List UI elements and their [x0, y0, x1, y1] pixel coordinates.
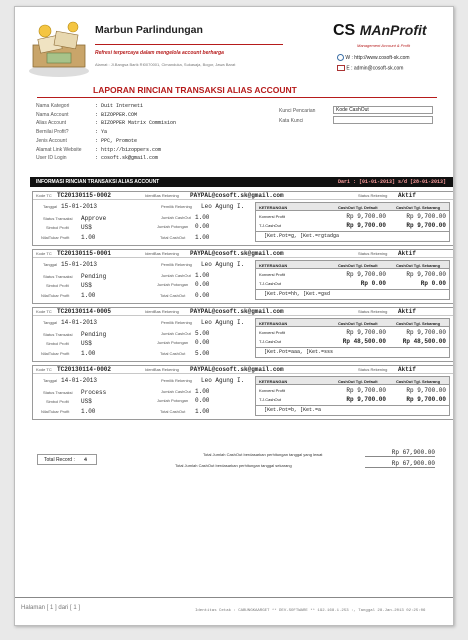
th-keterangan: KETERANGAN: [259, 263, 288, 268]
tanggal-value: 15-01-2013: [61, 261, 98, 268]
title-divider: [37, 97, 437, 98]
tjc-default: Rp 9,700.00: [346, 396, 386, 403]
row-tjc-label: T.J.CashOut: [259, 339, 282, 344]
search-panel: [279, 106, 435, 128]
total-cashout-label: Total CashOut: [160, 351, 186, 356]
jumlah-potongan-label: Jumlah Potongan: [157, 398, 189, 403]
nilai-tukar-label: NilaiTukar Profit: [41, 235, 70, 240]
status-transaksi-label: Status Transaksi: [43, 216, 73, 221]
company-tagline: Refresi terpercaya dalam mengelola account berharga: [95, 50, 224, 56]
jumlah-cashout-label: Jumlah CashOut: [161, 331, 191, 336]
total-now-label: Total Jumlah CashOut berdasarkan perhitungan tanggal sekarang: [175, 463, 292, 468]
total-record-label: Total Record :: [44, 457, 75, 463]
row-tjc-label: T.J.CashOut: [259, 223, 282, 228]
banner-title: INFORMASI RINCIAN TRANSAKSI ALIAS ACCOUNT: [36, 179, 160, 185]
footer-print-info: Identitas Cetak : CABUNGKAARGET ** DEV-SOFTWARE ** 192.168.1.253 :, Tanggal 28-Jan-2013 02:25:06: [195, 609, 426, 613]
company-logo-illustration: [25, 17, 93, 79]
total-cashout-value: 0.00: [195, 292, 210, 299]
info-value: : Duit Interneti: [95, 103, 144, 109]
konversi-sekarang: Rp 9,700.00: [406, 213, 446, 220]
status-rek-value: Aktif: [398, 366, 417, 373]
brand-subtitle: Management Account & Profit: [357, 43, 410, 48]
tanggal-label: Tanggal: [43, 262, 58, 267]
jumlah-potongan-label: Jumlah Potongan: [157, 340, 189, 345]
info-label: Alamat Link Website: [36, 146, 82, 153]
search-key-label: Kunci Pencarian: [279, 108, 316, 114]
simbol-profit-value: US$: [81, 282, 92, 289]
tjc-default: Rp 0.00: [360, 280, 386, 287]
mail-icon: [337, 65, 345, 71]
simbol-profit-label: Simbol Profit: [46, 283, 69, 288]
tjc-sekarang: Rp 0.00: [420, 280, 446, 287]
identitas-value: PAYPAL@cosoft.sk@gmail.com: [190, 192, 284, 199]
th-keterangan: KETERANGAN: [259, 321, 288, 326]
jumlah-potongan-value: 0.00: [195, 397, 210, 404]
info-label: Jenis Account: [36, 137, 67, 144]
brand-email-row: E : admin@cosoft-sk.com: [337, 65, 403, 71]
brand-web-link[interactable]: http://www.cosoft-sk.com: [354, 54, 410, 61]
th-keterangan: KETERANGAN: [259, 379, 288, 384]
status-transaksi-value: Pending: [81, 331, 107, 338]
jumlah-cashout-label: Jumlah CashOut: [161, 273, 191, 278]
pemilik-value: Leo Agung I.: [201, 203, 245, 210]
jumlah-potongan-value: 0.00: [195, 339, 210, 346]
cashout-summary-table: [255, 202, 450, 242]
th-sekarang: CashOut Tgl. Sekarang: [396, 321, 441, 326]
total-past-value: Rp 67,900.00: [365, 449, 435, 457]
tjc-sekarang: Rp 48,500.00: [402, 338, 446, 345]
total-cashout-value: 5.00: [195, 350, 210, 357]
section-banner: [30, 177, 454, 187]
th-sekarang: CashOut Tgl. Sekarang: [396, 263, 441, 268]
brand-email-link[interactable]: admin@cosoft-sk.com: [353, 65, 404, 72]
footer-divider: [15, 597, 453, 598]
cashout-summary-table: [255, 260, 450, 300]
info-value: : cosoft.sk@gmail.com: [95, 155, 159, 162]
total-record-box: [37, 454, 97, 465]
jumlah-potongan-value: 0.00: [195, 281, 210, 288]
tjc-sekarang: Rp 9,700.00: [406, 222, 446, 229]
transaction-card: [32, 307, 454, 362]
pemilik-label: Pemilik Rekening: [161, 378, 192, 383]
jumlah-potongan-value: 0.00: [195, 223, 210, 230]
status-transaksi-value: Approve: [81, 215, 107, 222]
info-label: Nama Kategori: [36, 103, 70, 109]
tjc-sekarang: Rp 9,700.00: [406, 396, 446, 403]
globe-icon: [337, 54, 344, 61]
info-row: [36, 154, 176, 163]
tanggal-label: Tanggal: [43, 204, 58, 209]
jumlah-cashout-value: 1.00: [195, 388, 210, 395]
tanggal-value: 14-01-2013: [61, 319, 98, 326]
tjc-default: Rp 9,700.00: [346, 222, 386, 229]
status-rek-label: Status Rekening: [358, 193, 388, 198]
nilai-tukar-value: 1.00: [81, 234, 96, 241]
info-label: Bernilai Profit?: [36, 129, 69, 136]
identitas-label: IdentBas Rekening: [145, 309, 179, 314]
total-past-label: Total Jumlah CashOut berdasarkan perhitungan tanggal yang lewat: [203, 452, 323, 457]
konversi-default: Rp 9,700.00: [346, 387, 386, 394]
company-name: Marbun Parlindungan: [95, 24, 203, 36]
nilai-tukar-label: NilaiTukar Profit: [41, 409, 70, 414]
summary-divider: [256, 347, 449, 348]
status-rek-value: Aktif: [398, 250, 417, 257]
keterangan-value: [Ket.Pot=g, [Ket.=rgtadga: [264, 233, 340, 239]
brand-web-row: W : http://www.cosoft-sk.com: [337, 54, 410, 61]
info-block: [36, 102, 176, 163]
kode-label: Kode TC: [36, 251, 52, 256]
banner-period: Dari : [01-01-2013] s/d [28-01-2013]: [337, 179, 446, 185]
status-rek-label: Status Rekening: [358, 251, 388, 256]
row-konversi-label: Konversi Profit: [259, 330, 286, 335]
info-value: : Ya: [95, 129, 108, 136]
status-transaksi-label: Status Transaksi: [43, 332, 73, 337]
pemilik-value: Leo Agung I.: [201, 319, 245, 326]
jumlah-cashout-label: Jumlah CashOut: [161, 389, 191, 394]
row-tjc-label: T.J.CashOut: [259, 397, 282, 402]
tanggal-value: 14-01-2013: [61, 377, 98, 384]
konversi-default: Rp 9,700.00: [346, 329, 386, 336]
info-row: [36, 137, 176, 146]
simbol-profit-value: US$: [81, 340, 92, 347]
status-rek-label: Status Rekening: [358, 367, 388, 372]
kode-value: TC20130115-0002: [57, 192, 112, 199]
th-keterangan: KETERANGAN: [259, 205, 288, 210]
pemilik-label: Pemilik Rekening: [161, 262, 192, 267]
identitas-value: PAYPAL@cosoft.sk@gmail.com: [190, 308, 284, 315]
nilai-tukar-label: NilaiTukar Profit: [41, 293, 70, 298]
company-address: Alamat : Jl.Bangsa Barik RI0070001, Cimanduka, Sukasaja, Bogor, Jawa Barat: [95, 62, 236, 67]
nilai-tukar-label: NilaiTukar Profit: [41, 351, 70, 356]
info-row: [36, 119, 176, 128]
info-row: [36, 128, 176, 137]
identitas-value: PAYPAL@cosoft.sk@gmail.com: [190, 250, 284, 257]
cashout-summary-table: [255, 376, 450, 416]
keterangan-value: [Ket.Pot=aaa, [Ket.=sss: [264, 349, 334, 355]
total-cashout-label: Total CashOut: [160, 235, 186, 240]
info-value: : PPC, Promote: [95, 137, 138, 144]
pemilik-label: Pemilik Rekening: [161, 320, 192, 325]
status-rek-value: Aktif: [398, 192, 417, 199]
summary-divider: [256, 231, 449, 232]
row-konversi-label: Konversi Profit: [259, 388, 286, 393]
status-rek-value: Aktif: [398, 308, 417, 315]
total-cashout-value: 1.00: [195, 408, 210, 415]
pemilik-value: Leo Agung I.: [201, 377, 245, 384]
info-value: : BIZOPPER.COM: [95, 111, 138, 118]
simbol-profit-label: Simbol Profit: [46, 399, 69, 404]
tanggal-value: 15-01-2013: [61, 203, 98, 210]
kode-label: Kode TC: [36, 309, 52, 314]
search-key-field[interactable]: Kode CashOut: [333, 106, 433, 114]
row-konversi-label: Konversi Profit: [259, 272, 286, 277]
nilai-tukar-value: 1.00: [81, 292, 96, 299]
kode-value: TC20130114-0005: [57, 308, 112, 315]
row-konversi-label: Konversi Profit: [259, 214, 286, 219]
identitas-label: IdentBas Rekening: [145, 251, 179, 256]
nilai-tukar-value: 1.00: [81, 408, 96, 415]
identitas-label: IdentBas Rekening: [145, 367, 179, 372]
cashout-summary-table: [255, 318, 450, 358]
pemilik-label: Pemilik Rekening: [161, 204, 192, 209]
identitas-label: IdentBas Rekening: [145, 193, 179, 198]
simbol-profit-label: Simbol Profit: [46, 225, 69, 230]
kode-value: TC20130114-0002: [57, 366, 112, 373]
konversi-default: Rp 9,700.00: [346, 213, 386, 220]
th-sekarang: CashOut Tgl. Sekarang: [396, 205, 441, 210]
header-divider: [95, 44, 283, 45]
report-title: LAPORAN RINCIAN TRANSAKSI ALIAS ACCOUNT: [93, 85, 297, 95]
simbol-profit-label: Simbol Profit: [46, 341, 69, 346]
total-now-value: Rp 67,900.00: [365, 460, 435, 468]
summary-divider: [256, 289, 449, 290]
status-transaksi-value: Pending: [81, 273, 107, 280]
tanggal-label: Tanggal: [43, 378, 58, 383]
total-cashout-value: 1.00: [195, 234, 210, 241]
keterangan-value: [Ket.Pot=b, [Ket.=a: [264, 407, 322, 413]
brand-name: MAnProfit: [359, 22, 427, 38]
jumlah-cashout-value: 1.00: [195, 272, 210, 279]
th-default: CashOut Tgl. Default: [338, 263, 378, 268]
brand-cs: CS: [333, 22, 356, 39]
kode-label: Kode TC: [36, 367, 52, 372]
jumlah-potongan-label: Jumlah Potongan: [157, 282, 189, 287]
summary-divider: [256, 405, 449, 406]
th-sekarang: CashOut Tgl. Sekarang: [396, 379, 441, 384]
row-tjc-label: T.J.CashOut: [259, 281, 282, 286]
transaction-card: [32, 249, 454, 304]
info-label: Nama Account: [36, 111, 69, 118]
simbol-profit-value: US$: [81, 224, 92, 231]
pemilik-value: Leo Agung I.: [201, 261, 245, 268]
simbol-profit-value: US$: [81, 398, 92, 405]
konversi-sekarang: Rp 9,700.00: [406, 329, 446, 336]
tjc-default: Rp 48,500.00: [342, 338, 386, 345]
search-keyword-field[interactable]: [333, 116, 433, 124]
info-row: [36, 111, 176, 120]
kode-label: Kode TC: [36, 193, 52, 198]
keterangan-value: [Ket.Pot=hh, [Ket.=gsd: [264, 291, 331, 297]
total-cashout-label: Total CashOut: [160, 293, 186, 298]
th-default: CashOut Tgl. Default: [338, 379, 378, 384]
status-transaksi-label: Status Transaksi: [43, 390, 73, 395]
th-default: CashOut Tgl. Default: [338, 205, 378, 210]
konversi-sekarang: Rp 9,700.00: [406, 271, 446, 278]
kode-value: TC20130115-0001: [57, 250, 112, 257]
tanggal-label: Tanggal: [43, 320, 58, 325]
info-value: : http://bizoppers.com: [95, 146, 162, 153]
nilai-tukar-value: 1.00: [81, 350, 96, 357]
jumlah-potongan-label: Jumlah Potongan: [157, 224, 189, 229]
search-keyword-label: Kata Kunci: [279, 118, 304, 124]
jumlah-cashout-value: 1.00: [195, 214, 210, 221]
jumlah-cashout-value: 5.00: [195, 330, 210, 337]
konversi-default: Rp 9,700.00: [346, 271, 386, 278]
info-label: Alias Account: [36, 120, 67, 127]
jumlah-cashout-label: Jumlah CashOut: [161, 215, 191, 220]
th-default: CashOut Tgl. Default: [338, 321, 378, 326]
transaction-card: [32, 365, 454, 420]
report-page: [14, 6, 454, 626]
total-record-value: 4: [84, 457, 88, 463]
status-transaksi-label: Status Transaksi: [43, 274, 73, 279]
footer-pagination: Halaman [ 1 ] dari [ 1 ]: [21, 605, 81, 611]
brand-logo: [333, 22, 427, 40]
transaction-card: [32, 191, 454, 246]
info-value: : BIZOPPER Matrix Commision: [95, 120, 177, 127]
total-cashout-label: Total CashOut: [160, 409, 186, 414]
konversi-sekarang: Rp 9,700.00: [406, 387, 446, 394]
info-row: [36, 102, 176, 111]
info-label: User ID Login: [36, 155, 67, 162]
identitas-value: PAYPAL@cosoft.sk@gmail.com: [190, 366, 284, 373]
status-transaksi-value: Process: [81, 389, 107, 396]
info-row: [36, 146, 176, 155]
status-rek-label: Status Rekening: [358, 309, 388, 314]
